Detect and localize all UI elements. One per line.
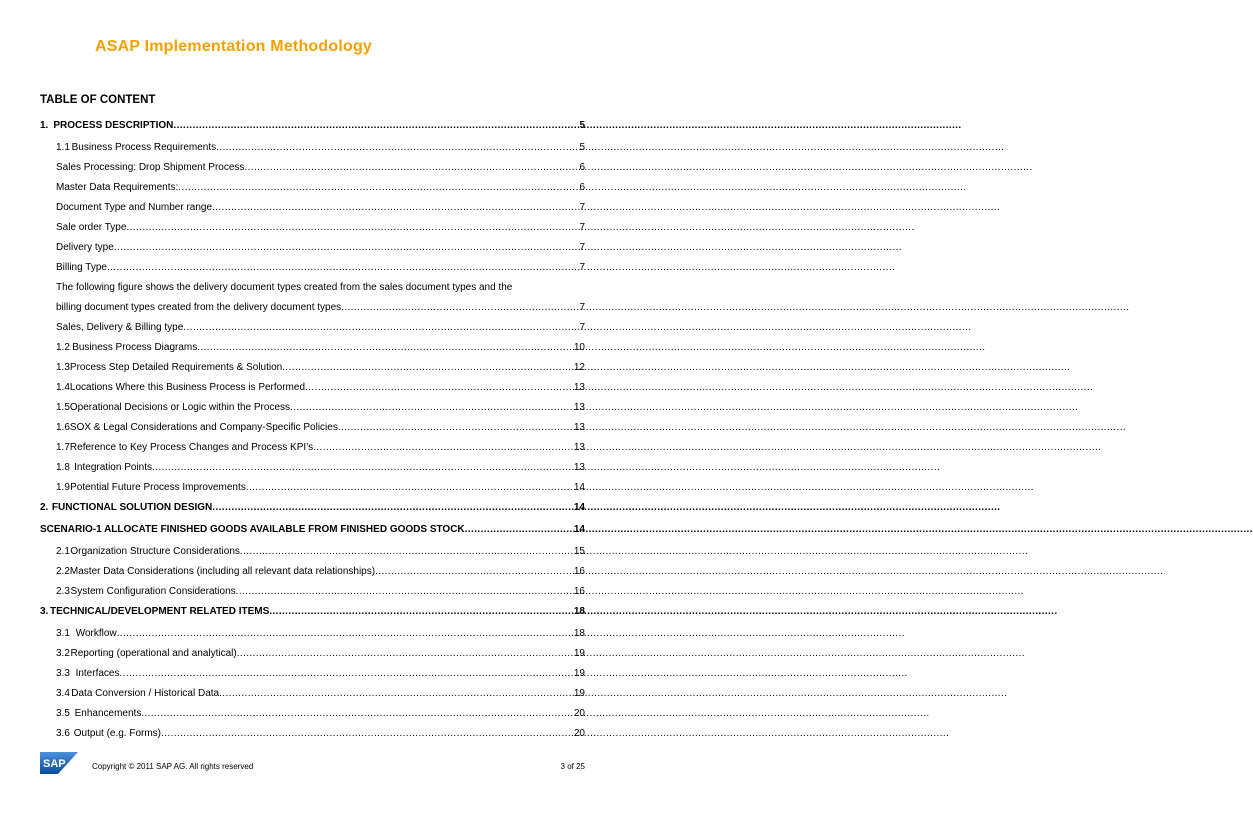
toc-entry[interactable] — [40, 668, 585, 688]
toc-entry-page: 13 — [573, 382, 585, 393]
toc-leader-dots — [117, 628, 573, 639]
toc-entry[interactable] — [40, 502, 585, 524]
toc-entry[interactable] — [40, 342, 585, 362]
toc-entry-page: 7 — [579, 262, 585, 273]
toc-leader-dots — [375, 566, 573, 577]
toc-entry[interactable] — [40, 566, 585, 586]
toc-heading: TABLE OF CONTENT — [40, 94, 156, 106]
toc-entry-page: 13 — [573, 402, 585, 413]
toc-leader-dots — [141, 708, 573, 719]
toc-entry-title: Integration Points — [74, 462, 152, 473]
toc-entry[interactable] — [40, 648, 585, 668]
toc-entry-title: Enhancements — [74, 708, 142, 719]
toc-leader-dots — [152, 462, 573, 473]
sap-logo-text: SAP — [43, 758, 66, 770]
toc-entry[interactable] — [40, 162, 585, 182]
toc-entry-page: 7 — [579, 222, 585, 233]
toc-entry[interactable] — [40, 282, 585, 302]
toc-entry-title: Master Data Requirements: — [56, 182, 179, 193]
toc-leader-dots — [212, 502, 573, 513]
toc-entry-number: 1.9 — [56, 482, 70, 493]
toc-entry-page: 14 — [573, 524, 585, 535]
toc-entry-number: 3.1 — [56, 628, 70, 639]
toc-entry-page: 10 — [573, 342, 585, 353]
toc-entry-title: Delivery type — [56, 242, 114, 253]
toc-entry-title: Billing Type — [56, 262, 107, 273]
toc-entry-number: 1.1 — [56, 142, 70, 153]
toc-entry-title: FUNCTIONAL SOLUTION DESIGN — [51, 502, 213, 513]
toc-leader-dots — [305, 382, 573, 393]
toc-entry-number: 2. — [40, 502, 49, 513]
toc-entry-title: Output (e.g. Forms) — [73, 728, 162, 739]
toc-leader-dots — [338, 422, 573, 433]
toc-leader-dots — [119, 668, 572, 679]
toc-leader-dots — [173, 120, 578, 131]
toc-entry-number: 1.4 — [56, 382, 70, 393]
toc-entry[interactable] — [40, 302, 585, 322]
toc-entry[interactable] — [40, 606, 585, 628]
toc-entry-page: 7 — [579, 302, 585, 313]
toc-entry-title: The following figure shows the delivery document types created from the sales document types and the — [56, 282, 513, 293]
toc-entry-title: SCENARIO-1 ALLOCATE FINISHED GOODS AVAILABLE FROM FINISHED GOODS STOCK — [40, 524, 465, 535]
toc-entry-page: 6 — [579, 182, 585, 193]
toc-entry-page: 7 — [579, 202, 585, 213]
toc-leader-dots — [183, 322, 578, 333]
toc-entry-page: 14 — [573, 482, 585, 493]
toc-leader-dots — [313, 442, 573, 453]
toc-leader-dots — [282, 362, 573, 373]
toc-entry-title: Sale order Type — [56, 222, 127, 233]
document-title: ASAP Implementation Methodology — [95, 38, 373, 55]
toc-entry-page: 7 — [579, 242, 585, 253]
toc-entry-number: 2.2 — [56, 566, 70, 577]
toc-entry-title: SOX & Legal Considerations and Company-Specific Policies — [69, 422, 338, 433]
toc-entry-title: Potential Future Process Improvements — [70, 482, 246, 493]
toc-leader-dots — [237, 648, 573, 659]
toc-entry[interactable] — [40, 262, 585, 282]
toc-entry-number: 1. — [40, 120, 49, 131]
toc-entry[interactable] — [40, 322, 585, 342]
toc-entry-number: 1.2 — [56, 342, 70, 353]
toc-entry-title: Sales Processing: Drop Shipment Process — [56, 162, 245, 173]
toc-entry-page: 7 — [579, 322, 585, 333]
toc-leader-dots — [240, 546, 573, 557]
toc-entry-title: Master Data Considerations (including all relevant data relationships) — [69, 566, 376, 577]
toc-entry-title: Reporting (operational and analytical) — [70, 648, 237, 659]
toc-entry[interactable] — [40, 628, 585, 648]
toc-entry[interactable] — [40, 422, 585, 442]
toc-entry[interactable] — [40, 442, 585, 462]
toc-entry[interactable] — [40, 242, 585, 262]
copyright-text: Copyright © 2011 SAP AG. All rights reserved — [92, 762, 254, 771]
toc-entry[interactable] — [40, 546, 585, 566]
toc-entry-page: 19 — [573, 648, 585, 659]
toc-entry-title: Document Type and Number range — [56, 202, 213, 213]
toc-entry-page: 14 — [573, 502, 585, 513]
toc-entry[interactable] — [40, 202, 585, 222]
toc-entry-title: Locations Where this Business Process is Performed — [69, 382, 306, 393]
table-of-contents — [40, 120, 585, 748]
toc-entry-page: 6 — [579, 162, 585, 173]
toc-leader-dots — [126, 222, 578, 233]
toc-entry[interactable] — [40, 142, 585, 162]
toc-entry-number: 2.1 — [56, 546, 70, 557]
toc-leader-dots — [246, 482, 573, 493]
toc-entry-page: 20 — [573, 708, 585, 719]
toc-entry-page: 13 — [573, 422, 585, 433]
toc-leader-dots — [269, 606, 573, 617]
toc-leader-dots — [161, 728, 573, 739]
toc-entry[interactable] — [40, 362, 585, 382]
toc-entry-number: 1.6 — [56, 422, 70, 433]
toc-entry-page: 15 — [573, 546, 585, 557]
toc-entry-title: billing document types created from the delivery document types — [56, 302, 342, 313]
toc-leader-dots — [178, 182, 578, 193]
toc-entry-page: 16 — [573, 586, 585, 597]
toc-entry-number: 1.5 — [56, 402, 70, 413]
toc-leader-dots — [114, 242, 579, 253]
page-footer — [40, 752, 585, 776]
toc-entry-page: 19 — [573, 668, 585, 679]
toc-entry-page: 5 — [579, 120, 585, 131]
toc-entry[interactable] — [40, 524, 585, 546]
toc-entry[interactable] — [40, 728, 585, 748]
toc-entry[interactable] — [40, 708, 585, 728]
toc-entry[interactable] — [40, 462, 585, 482]
toc-entry-number: 2.3 — [56, 586, 70, 597]
toc-entry-title: Operational Decisions or Logic within the Process — [69, 402, 291, 413]
toc-entry-title: Sales, Delivery & Billing type — [56, 322, 184, 333]
toc-leader-dots — [219, 688, 573, 699]
sap-logo-icon — [40, 752, 78, 774]
toc-entry[interactable] — [40, 382, 585, 402]
toc-entry[interactable] — [40, 120, 585, 142]
toc-entry-title: Data Conversion / Historical Data — [71, 688, 220, 699]
toc-entry-number: 3. — [40, 606, 49, 617]
toc-entry-title: Business Process Requirements — [71, 142, 217, 153]
toc-entry-title: Workflow — [75, 628, 117, 639]
toc-entry-title: PROCESS DESCRIPTION — [53, 120, 174, 131]
toc-entry-page: 18 — [573, 628, 585, 639]
toc-entry-number: 3.6 — [56, 728, 70, 739]
toc-entry-page: 18 — [573, 606, 585, 617]
toc-leader-dots — [236, 586, 573, 597]
toc-entry-page: 12 — [573, 362, 585, 373]
toc-entry-title: System Configuration Considerations — [70, 586, 236, 597]
toc-entry-number: 3.5 — [56, 708, 70, 719]
toc-entry-page: 13 — [573, 462, 585, 473]
toc-entry[interactable] — [40, 688, 585, 708]
toc-entry[interactable] — [40, 586, 585, 606]
toc-entry-page: 5 — [579, 142, 585, 153]
toc-entry-page: 13 — [573, 442, 585, 453]
toc-entry-title: Reference to Key Process Changes and Process KPI’s — [69, 442, 314, 453]
toc-leader-dots — [244, 162, 578, 173]
toc-entry-title: Business Process Diagrams — [72, 342, 198, 353]
page-number: 3 of 25 — [560, 762, 585, 771]
toc-entry-number: 1.3 — [56, 362, 70, 373]
toc-leader-dots — [216, 142, 578, 153]
toc-leader-dots — [465, 524, 573, 535]
toc-entry[interactable] — [40, 482, 585, 502]
toc-entry-page: 16 — [573, 566, 585, 577]
toc-entry-title: TECHNICAL/DEVELOPMENT RELATED ITEMS — [50, 606, 270, 617]
toc-entry-number: 1.8 — [56, 462, 70, 473]
toc-entry[interactable] — [40, 222, 585, 242]
toc-entry-number: 3.2 — [56, 648, 70, 659]
toc-entry[interactable] — [40, 402, 585, 422]
toc-entry-number: 3.4 — [56, 688, 70, 699]
toc-entry[interactable] — [40, 182, 585, 202]
toc-entry-title: Interfaces — [75, 668, 120, 679]
toc-leader-dots — [212, 202, 578, 213]
toc-leader-dots — [341, 302, 578, 313]
toc-entry-number: 3.3 — [56, 668, 70, 679]
toc-leader-dots — [290, 402, 573, 413]
toc-leader-dots — [107, 262, 578, 273]
toc-leader-dots — [197, 342, 573, 353]
toc-entry-number: 1.7 — [56, 442, 70, 453]
toc-entry-title: Process Step Detailed Requirements & Solution — [69, 362, 283, 373]
toc-entry-page: 20 — [573, 728, 585, 739]
toc-entry-page: 19 — [573, 688, 585, 699]
toc-entry-title: Organization Structure Considerations — [70, 546, 240, 557]
